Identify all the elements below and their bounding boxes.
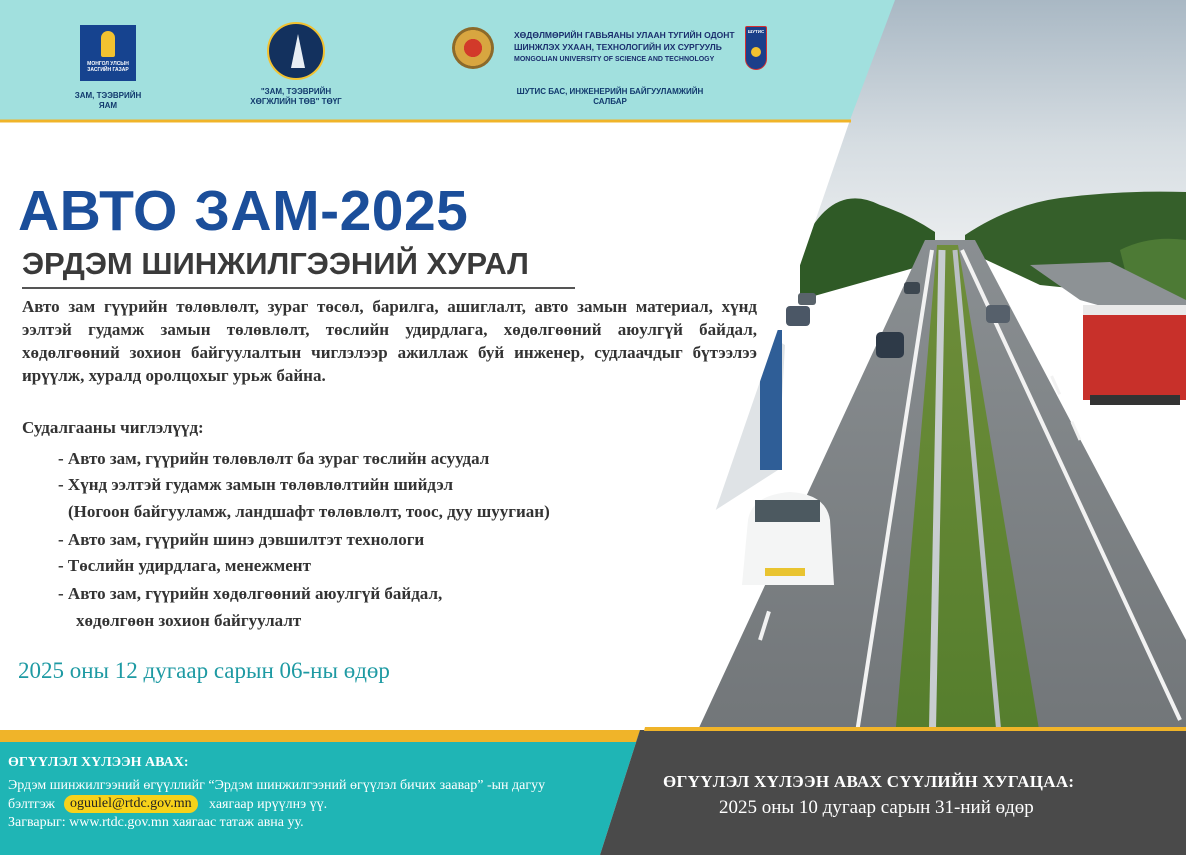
topic-item-2-detail: (Ногоон байгууламж, ландшафт төлөвлөлт, тоос, дуу шуугиан) <box>68 502 550 521</box>
ministry-logo <box>80 25 136 81</box>
deadline-date: 2025 оны 10 дугаар сарын 31-ний өдөр <box>719 797 1034 818</box>
topic-item-2: - Хүнд ээлтэй гудамж замын төлөвлөлтийн шийдэл <box>58 475 454 494</box>
submission-title: ӨГҮҮЛЭЛ ХҮЛЭЭН АВАХ: <box>8 755 189 770</box>
deadline-title: ӨГҮҮЛЭЛ ХҮЛЭЭН АВАХ СҮҮЛИЙН ХУГАЦАА: <box>663 772 1075 791</box>
university-name-en: MONGOLIAN UNIVERSITY OF SCIENCE AND TECHNOLOGY <box>514 56 715 63</box>
school-name-line2: САЛБАР <box>593 97 627 106</box>
topics-heading: Судалгааны чиглэлүүд: <box>22 418 204 437</box>
topic-item-5-detail: хөдөлгөөн зохион байгуулалт <box>76 611 302 630</box>
header <box>0 0 1186 122</box>
submission-email-link[interactable]: oguulel@rtdc.gov.mn <box>64 795 198 813</box>
event-subtitle: ЭРДЭМ ШИНЖИЛГЭЭНИЙ ХУРАЛ <box>22 246 529 281</box>
university-name-line1: ХӨДӨЛМӨРИЙН ГАВЬЯАНЫ УЛААН ТУГИЙН ОДОНТ <box>514 30 735 40</box>
submission-template-line: Загварыг: www.rtdc.gov.mn хаягаас татаж авна уу. <box>8 815 304 830</box>
ministry-name-line2: ЯАМ <box>98 101 118 110</box>
submission-line2-prefix: бэлтгэж <box>8 797 55 812</box>
rtdc-name-line2: ХӨГЖЛИЙН ТӨВ" ТӨҮГ <box>250 97 342 106</box>
intro-paragraph: Авто зам гүүрийн төлөвлөлт, зураг төсөл, барилга, ашиглалт, авто замын материал, хүнд ээлтэй гудамж замын төлөвлөлт, төслийн удирдлага, хөдөлгөөний аюулгүй байдал, хөдөлгөөний зохион байгуулалтын чиглэлээр ажиллаж буй инженер, судлаачдыг бүтээлээ ирүүлж, хуралд оролцохыг урьж байна. <box>22 297 757 385</box>
subtitle-underline <box>22 287 575 289</box>
rtdc-name-line1: "ЗАМ, ТЭЭВРИЙН <box>260 87 332 96</box>
topic-item-4: - Төслийн удирдлага, менежмент <box>58 556 311 575</box>
school-name-line1: ШУТИС БАС, ИНЖЕНЕРИЙН БАЙГУУЛАМЖИЙН <box>516 87 704 96</box>
must-medal-icon <box>452 27 494 69</box>
submission-line1: Эрдэм шинжилгээний өгүүллийг “Эрдэм шинжилгээний өгүүлэл бичих заавар” -ын дагуу <box>8 778 546 793</box>
ministry-name-line1: ЗАМ, ТЭЭВРИЙН <box>74 91 142 100</box>
topic-item-5: - Авто зам, гүүрийн хөдөлгөөний аюулгүй байдал, <box>58 584 443 603</box>
event-title: АВТО ЗАМ-2025 <box>18 179 469 243</box>
ministry-emblem-text: МОНГОЛ УЛСЫН ЗАСГИЙН ГАЗАР <box>87 61 129 73</box>
event-date: 2025 оны 12 дугаар сарын 06-ны өдөр <box>18 658 390 683</box>
road-icon <box>291 34 305 68</box>
rtdc-logo <box>267 22 325 80</box>
school-badge-text: ШУТИС <box>747 29 765 34</box>
submission-line2-suffix: хаягаар ирүүлнэ үү. <box>209 797 328 812</box>
university-name-line2: ШИНЖЛЭХ УХААН, ТЕХНОЛОГИЙН ИХ СУРГУУЛЬ <box>514 42 722 52</box>
school-badge-emblem <box>751 47 761 57</box>
topic-item-1: - Авто зам, гүүрийн төлөвлөлт ба зураг төслийн асуудал <box>58 449 490 468</box>
soyombo-icon <box>101 31 115 57</box>
topic-item-3: - Авто зам, гүүрийн шинэ дэвшилтэт технологи <box>58 530 425 549</box>
school-badge-icon <box>745 26 767 70</box>
